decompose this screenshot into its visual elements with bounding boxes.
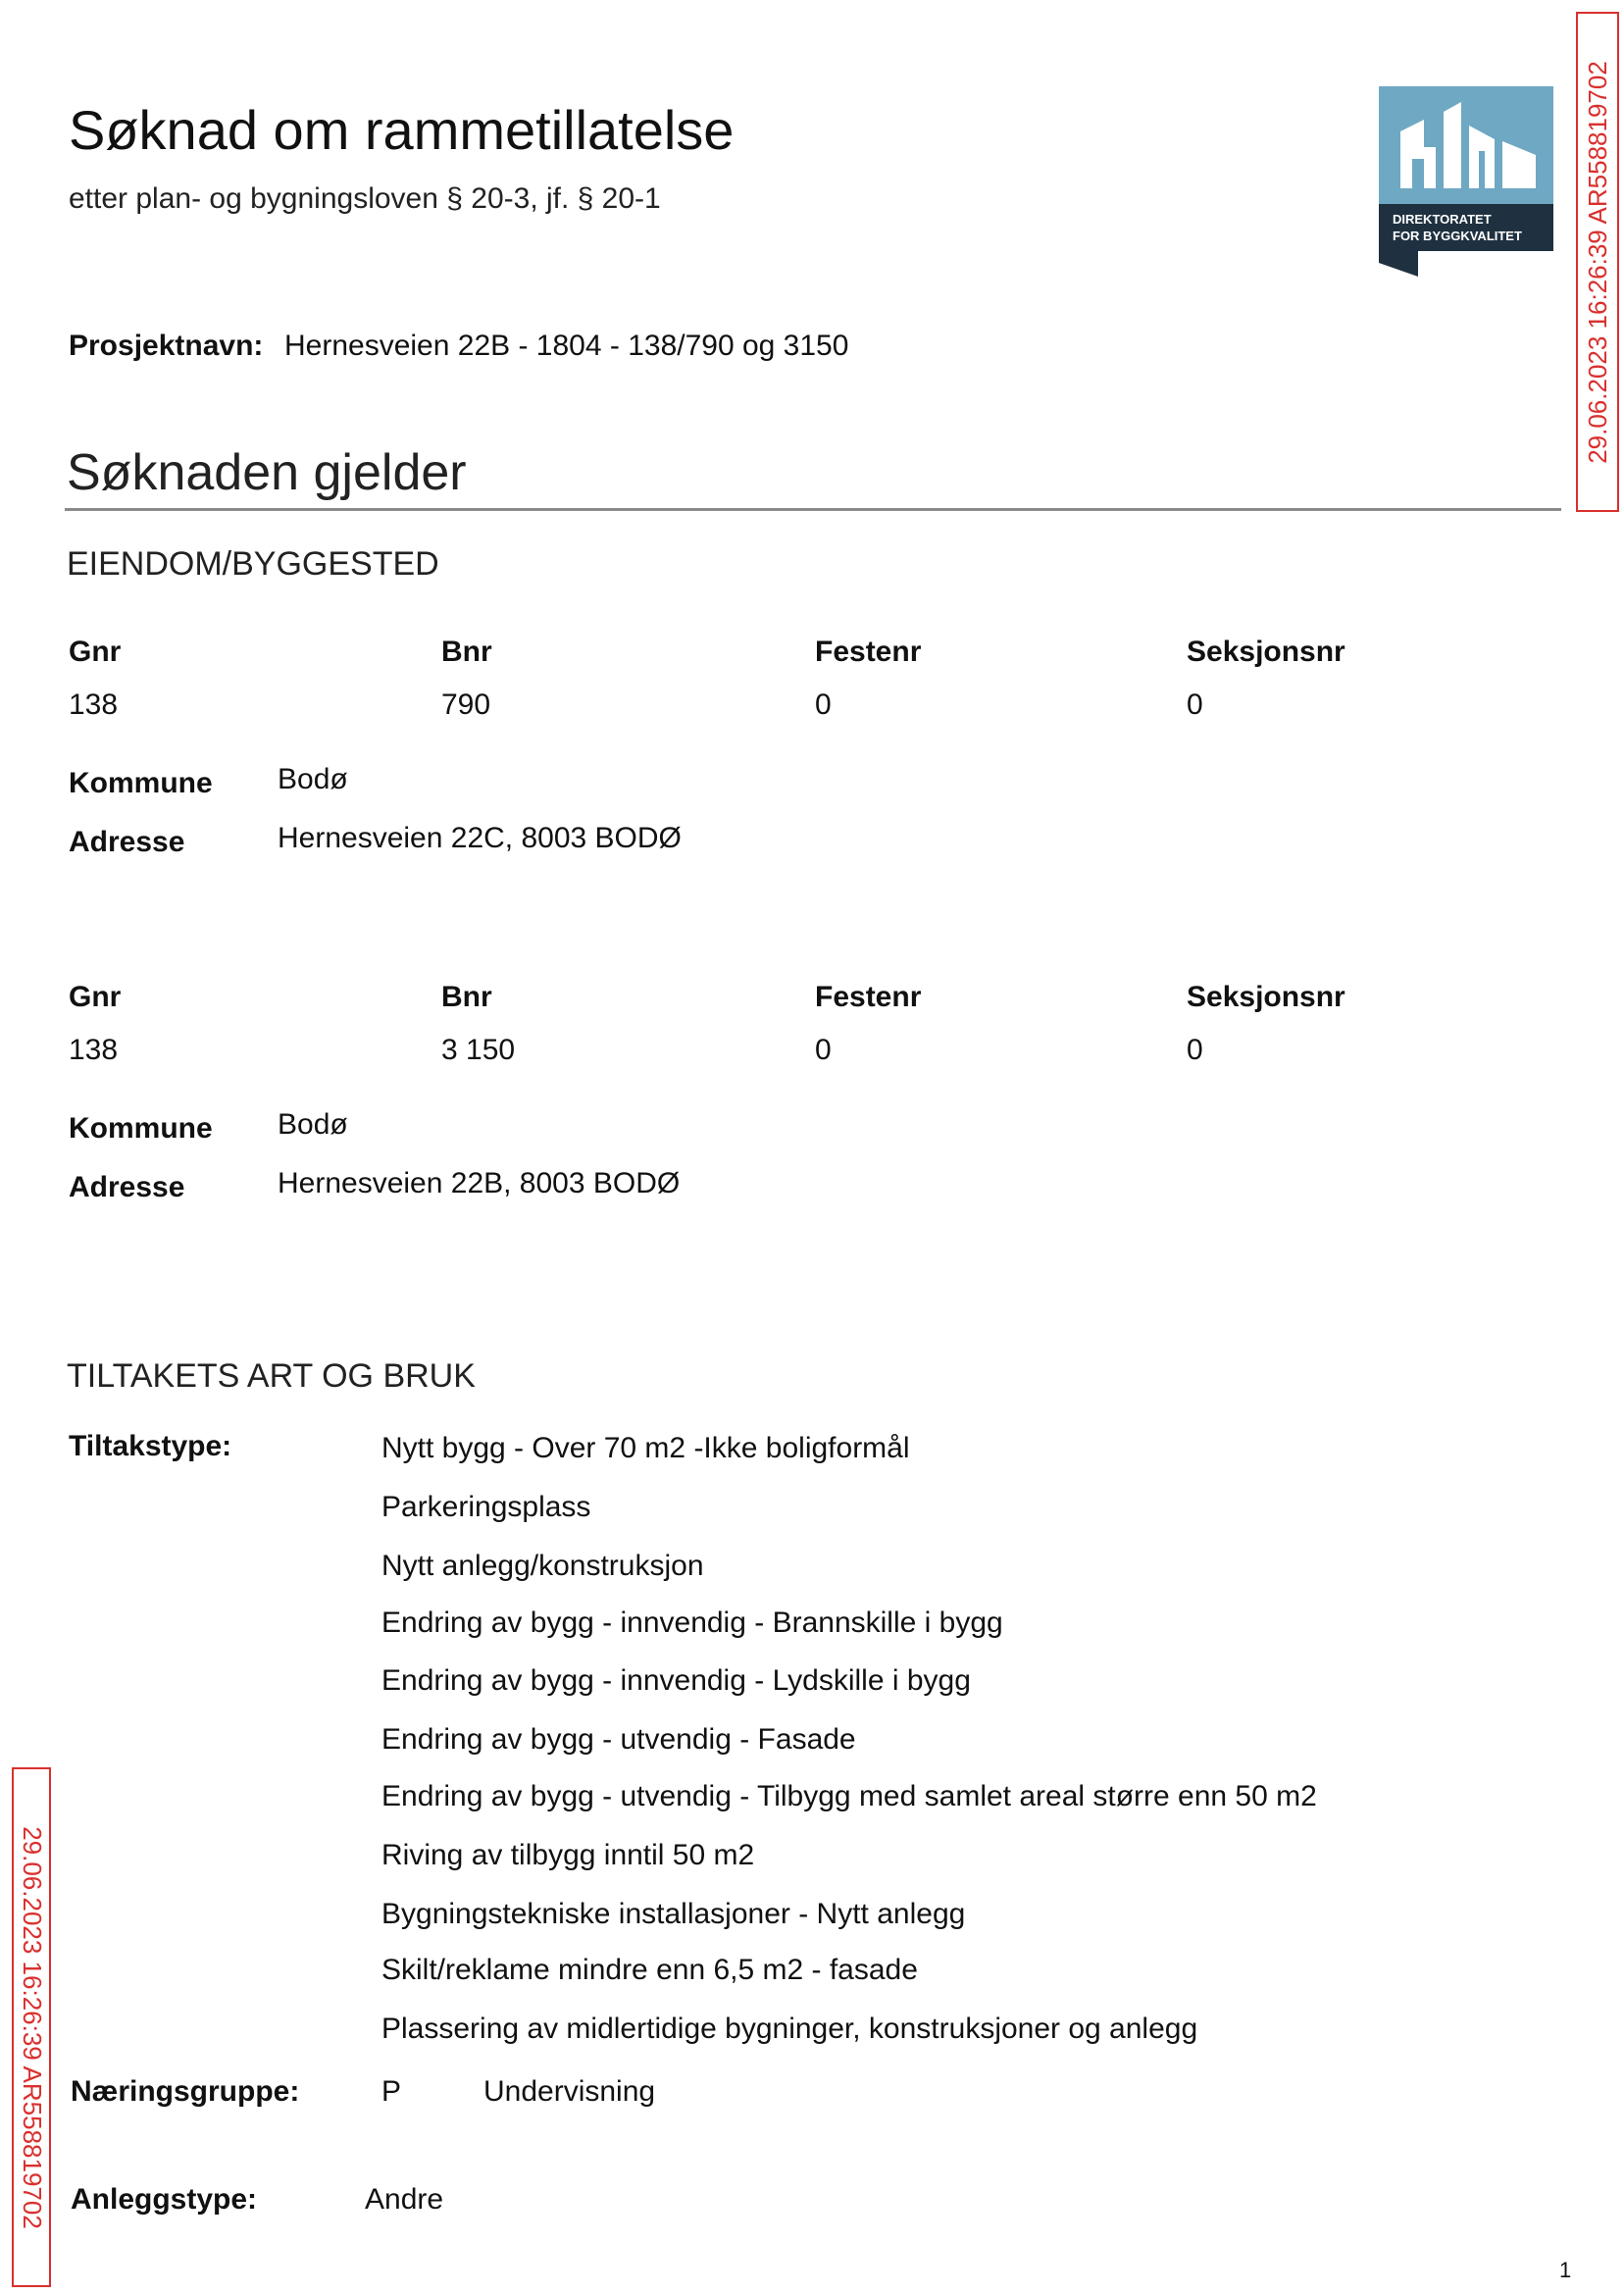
tiltakstype-item: Skilt/reklame mindre enn 6,5 m2 - fasade — [381, 1954, 918, 1986]
archive-stamp-left — [12, 1767, 51, 2287]
festenr-value: 0 — [815, 688, 832, 721]
stamp-text: 29.06.2023 16:26:39 AR558819702 — [1582, 60, 1612, 464]
tiltakstype-item: Nytt anlegg/konstruksjon — [381, 1550, 704, 1582]
gnr-value: 138 — [69, 688, 119, 721]
kommune-value: Bodø — [278, 1108, 348, 1141]
tiltakstype-item: Nytt bygg - Over 70 m2 -Ikke boligformål — [381, 1432, 910, 1464]
dibk-logo — [1379, 86, 1553, 277]
logo-text-1: DIREKTORATET — [1393, 212, 1492, 227]
tiltakstype-item: Parkeringsplass — [381, 1491, 591, 1523]
anleggstype-label: Anleggstype: — [71, 2183, 258, 2216]
seksjonsnr-label: Seksjonsnr — [1187, 636, 1345, 668]
kommune-value: Bodø — [278, 763, 348, 795]
tiltakstype-label: Tiltakstype: — [69, 1430, 232, 1462]
kommune-label: Kommune — [69, 767, 213, 799]
document-title: Søknad om rammetillatelse — [69, 99, 735, 161]
seksjonsnr-value: 0 — [1187, 1034, 1203, 1066]
stamp-text: 29.06.2023 16:26:39 AR558819702 — [17, 1825, 47, 2229]
seksjonsnr-label: Seksjonsnr — [1187, 981, 1345, 1013]
section-divider — [65, 508, 1561, 511]
tiltakstype-item: Bygningstekniske installasjoner - Nytt anlegg — [381, 1898, 966, 1930]
seksjonsnr-value: 0 — [1187, 688, 1203, 721]
festenr-value: 0 — [815, 1034, 832, 1066]
gnr-value: 138 — [69, 1034, 119, 1066]
tiltakstype-item: Endring av bygg - utvendig - Fasade — [381, 1723, 856, 1756]
archive-stamp-top — [1576, 12, 1619, 512]
naeringsgruppe-value: Undervisning — [483, 2075, 656, 2108]
bnr-label: Bnr — [441, 636, 492, 668]
anleggstype-value: Andre — [365, 2183, 444, 2216]
adresse-value: Hernesveien 22C, 8003 BODØ — [278, 822, 682, 854]
adresse-value: Hernesveien 22B, 8003 BODØ — [278, 1167, 681, 1199]
document-subtitle: etter plan- og bygningsloven § 20-3, jf. § 20-1 — [69, 182, 661, 215]
bnr-label: Bnr — [441, 981, 492, 1013]
tiltakstype-item: Plassering av midlertidige bygninger, konstruksjoner og anlegg — [381, 2013, 1198, 2045]
bnr-value: 3 150 — [441, 1034, 516, 1066]
naeringsgruppe-code: P — [381, 2075, 402, 2108]
festenr-label: Festenr — [815, 981, 922, 1013]
gnr-label: Gnr — [69, 981, 122, 1013]
section-title: Søknaden gjelder — [67, 444, 467, 501]
project-label: Prosjektnavn: — [69, 330, 264, 362]
bnr-value: 790 — [441, 688, 491, 721]
adresse-label: Adresse — [69, 1171, 185, 1203]
adresse-label: Adresse — [69, 826, 185, 858]
tiltakstype-item: Riving av tilbygg inntil 50 m2 — [381, 1839, 755, 1871]
property-heading: EIENDOM/BYGGESTED — [67, 545, 439, 583]
page-number: 1 — [1559, 2258, 1572, 2282]
tiltakstype-item: Endring av bygg - innvendig - Brannskille i bygg — [381, 1606, 1003, 1639]
project-value: Hernesveien 22B - 1804 - 138/790 og 3150 — [284, 330, 849, 362]
gnr-label: Gnr — [69, 636, 122, 668]
naeringsgruppe-label: Næringsgruppe: — [71, 2075, 300, 2108]
tiltakstype-item: Endring av bygg - utvendig - Tilbygg med samlet areal større enn 50 m2 — [381, 1780, 1317, 1812]
tiltakstype-item: Endring av bygg - innvendig - Lydskille i bygg — [381, 1664, 971, 1697]
tiltak-heading: TILTAKETS ART OG BRUK — [67, 1357, 476, 1395]
logo-text-2: FOR BYGGKVALITET — [1393, 229, 1522, 243]
festenr-label: Festenr — [815, 636, 922, 668]
kommune-label: Kommune — [69, 1112, 213, 1145]
